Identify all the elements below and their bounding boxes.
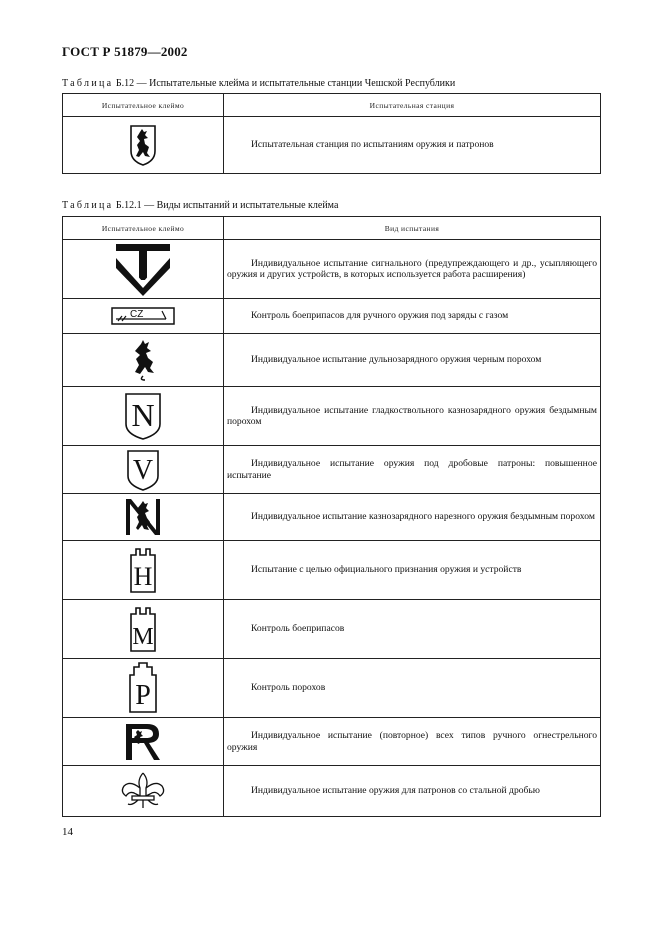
table-row — [63, 494, 601, 541]
table-row — [63, 718, 601, 766]
table-test-types — [62, 216, 601, 817]
r-lion-icon — [123, 720, 163, 764]
m-tower-icon — [128, 604, 158, 654]
rampant-lion-icon — [129, 338, 157, 382]
mark-cell — [63, 659, 224, 718]
document-header: ГОСТ Р 51879—2002 — [62, 44, 188, 59]
row-text: Индивидуальное испытание дульнозарядного оружия черным порохом — [251, 354, 542, 366]
mark-cell — [63, 334, 224, 387]
cz-gas-cartridge-icon — [110, 305, 176, 327]
v-mark-text: V — [132, 454, 154, 486]
mark-cell — [63, 240, 224, 299]
cz-mark-text: CZ — [130, 309, 144, 320]
p-mark-text: P — [135, 680, 151, 711]
arrow-t-chevron-icon — [113, 242, 173, 296]
description-cell — [224, 387, 601, 446]
table-row — [63, 600, 601, 659]
table-row — [63, 334, 601, 387]
row-text: Индивидуальное испытание казнозарядного нарезного оружия бездымным порохом — [251, 511, 595, 523]
row-text: Индивидуальное испытание сигнального (предупреждающего и др., усыпляющего оружия и других устройств, в которых используется работа расширения) — [227, 257, 597, 280]
table-row — [63, 659, 601, 718]
table-row — [63, 117, 601, 174]
mark-cell — [63, 446, 224, 494]
h-mark-text: H — [133, 562, 153, 591]
description-cell — [224, 446, 601, 494]
row-text: Индивидуальное испытание оружия для патронов со стальной дробью — [251, 785, 540, 797]
row-text: Контроль боеприпасов — [251, 623, 345, 635]
table-row — [63, 541, 601, 600]
row-text: Контроль порохов — [251, 682, 326, 694]
h-tower-icon — [128, 545, 158, 595]
n-shield-icon — [123, 391, 163, 441]
description-cell — [224, 240, 601, 299]
description-cell — [224, 718, 601, 766]
description-cell — [224, 766, 601, 817]
mark-cell — [63, 600, 224, 659]
table2-col-test-header: Вид испытания — [224, 217, 601, 240]
czech-lion-shield-icon — [128, 123, 158, 167]
p-tower-icon — [126, 661, 160, 715]
n-mark-text: N — [131, 397, 155, 433]
table-row — [63, 446, 601, 494]
table1-caption — [62, 78, 455, 89]
description-cell — [224, 334, 601, 387]
page-number: 14 — [62, 826, 73, 838]
table-row — [63, 387, 601, 446]
table1-caption-prefix: Таблица — [62, 78, 114, 89]
description-cell — [224, 117, 601, 174]
table-row — [63, 299, 601, 334]
description-cell — [224, 659, 601, 718]
mark-cell — [63, 299, 224, 334]
table2-caption — [62, 200, 338, 211]
description-cell — [224, 494, 601, 541]
row-text: Индивидуальное испытание (повторное) всех типов ручного огнестрельного оружия — [227, 730, 597, 753]
row-text: Индивидуальное испытание гладкоствольного казнозарядного оружия бездымным порохом — [227, 404, 597, 427]
mark-cell — [63, 718, 224, 766]
table2-caption-prefix: Таблица — [62, 200, 114, 211]
n-lion-icon — [123, 496, 163, 538]
table-test-stations — [62, 93, 601, 174]
row-text: Индивидуальное испытание оружия под дробовые патроны: повышенное испытание — [227, 458, 597, 481]
table1-caption-text: Б.12 — Испытательные клейма и испытательные станции Чешской Республики — [113, 78, 456, 89]
mark-cell — [63, 117, 224, 174]
table-row — [63, 240, 601, 299]
mark-cell — [63, 541, 224, 600]
description-cell — [224, 299, 601, 334]
mark-cell — [63, 387, 224, 446]
mark-cell — [63, 494, 224, 541]
row-text: Испытание с целью официального признания оружия и устройств — [251, 564, 522, 576]
mark-cell — [63, 766, 224, 817]
description-cell — [224, 541, 601, 600]
fleur-de-lis-icon — [118, 770, 168, 812]
table1-col-mark-header: Испытательное клеймо — [63, 94, 224, 117]
description-cell — [224, 600, 601, 659]
table2-col-mark-header: Испытательное клеймо — [63, 217, 224, 240]
row-text: Испытательная станция по испытаниям оружия и патронов — [251, 139, 494, 151]
table2-caption-text: Б.12.1 — Виды испытаний и испытательные клейма — [113, 200, 339, 211]
table1-col-station-header: Испытательная станция — [224, 94, 601, 117]
m-mark-text: M — [132, 624, 154, 650]
table-row — [63, 766, 601, 817]
row-text: Контроль боеприпасов для ручного оружия под заряды с газом — [251, 310, 509, 322]
v-shield-icon — [125, 448, 161, 492]
